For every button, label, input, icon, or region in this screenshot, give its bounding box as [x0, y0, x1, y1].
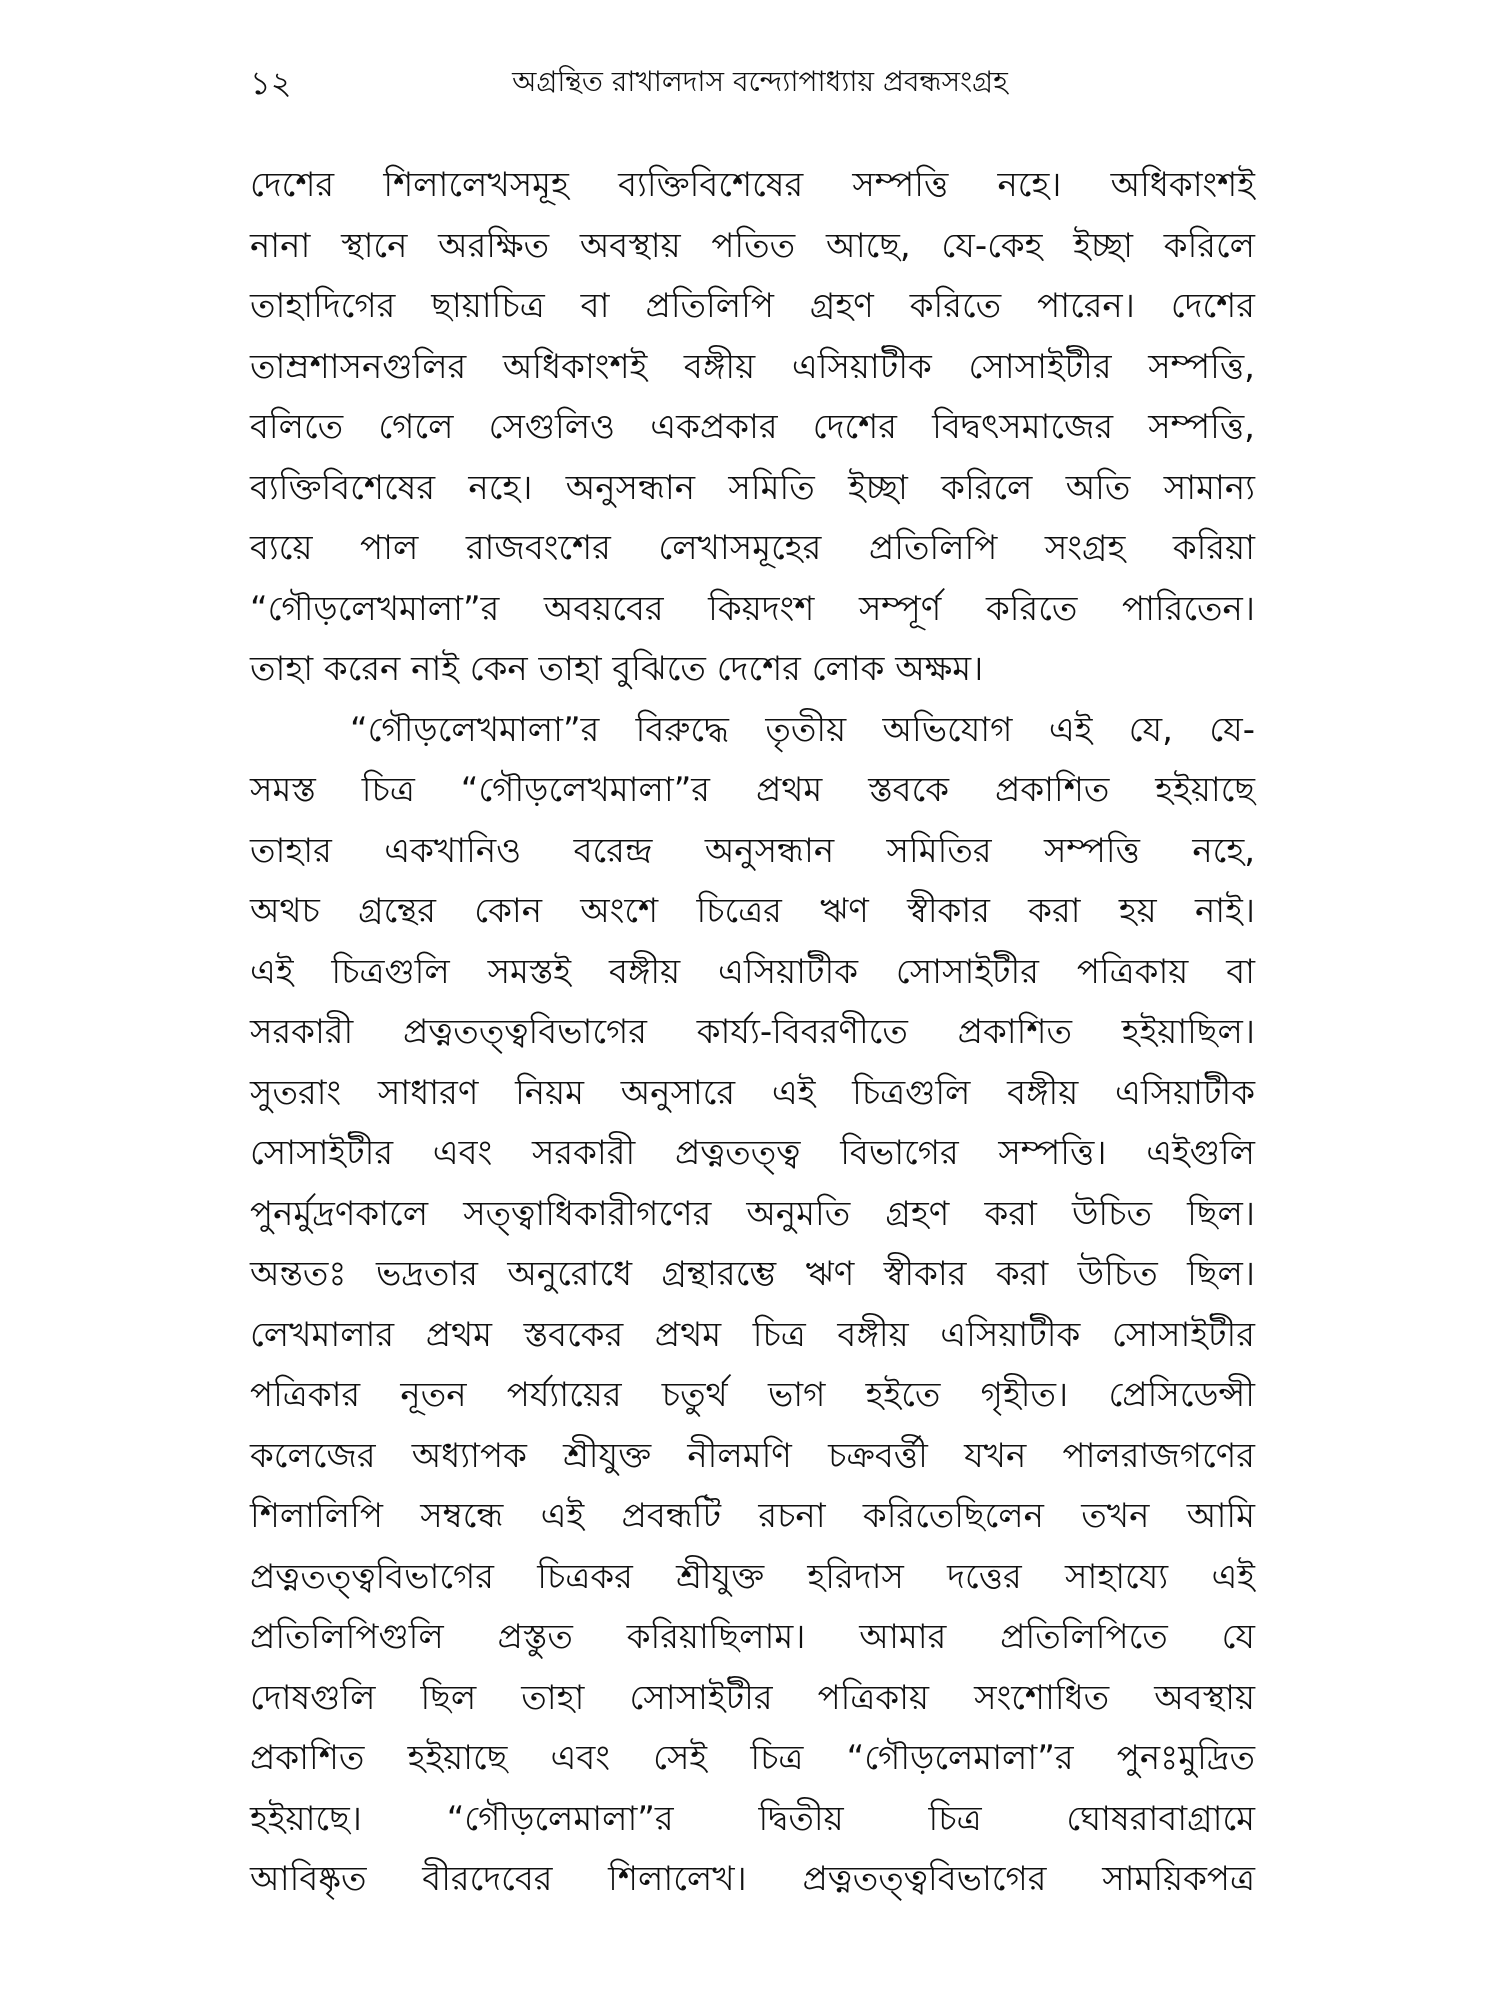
paragraph [250, 700, 1255, 1910]
text-line: পত্রিকার নূতন পর্য্যায়ের চতুর্থ ভাগ হইতে গৃহীত। প্রেসিডেন্সী [250, 1375, 1255, 1415]
text-line: পুনর্মুদ্রণকালে সত্ত্বাধিকারীগণের অনুমতি গ্রহণ করা উচিত ছিল। [250, 1193, 1255, 1234]
text-line: সুতরাং সাধারণ নিয়ম অনুসারে এই চিত্রগুলি বঙ্গীয় এসিয়াটীক [250, 1072, 1255, 1113]
text-line: নানা স্থানে অরক্ষিত অবস্থায় পতিত আছে, যে-কেহ ইচ্ছা করিলে [250, 225, 1255, 266]
text-line: সমস্ত চিত্র “গৌড়লেখমালা”র প্রথম স্তবকে প্রকাশিত হইয়াছে [250, 770, 1255, 810]
body-text [250, 155, 1255, 1910]
text-line: তাহাদিগের ছায়াচিত্র বা প্রতিলিপি গ্রহণ করিতে পারেন। দেশের [250, 286, 1255, 326]
text-line: সোসাইটীর এবং সরকারী প্রত্নতত্ত্ব বিভাগের সম্পত্তি। এইগুলি [250, 1133, 1255, 1173]
text-line: “গৌড়লেখমালা”র বিরুদ্ধে তৃতীয় অভিযোগ এই যে, যে- [350, 709, 1255, 750]
text-line: হইয়াছে। “গৌড়লেমালা”র দ্বিতীয় চিত্র ঘোষরাবাগ্রামে [250, 1798, 1255, 1839]
text-line: প্রতিলিপিগুলি প্রস্তুত করিয়াছিলাম। আমার প্রতিলিপিতে যে [250, 1617, 1255, 1657]
running-title: অগ্রন্থিত রাখালদাস বন্দ্যোপাধ্যায় প্রবন্ধসংগ্রহ [512, 65, 1008, 98]
text-line: কলেজের অধ্যাপক শ্রীযুক্ত নীলমণি চক্রবর্ত্তী যখন পালরাজগণের [250, 1435, 1255, 1476]
text-line: ব্যয়ে পাল রাজবংশের লেখাসমূহের প্রতিলিপি সংগ্রহ করিয়া [250, 528, 1255, 568]
text-line: দেশের শিলালেখসমূহ ব্যক্তিবিশেষের সম্পত্তি নহে। অধিকাংশই [250, 165, 1255, 205]
text-line: লেখমালার প্রথম স্তবকের প্রথম চিত্র বঙ্গীয় এসিয়াটীক সোসাইটীর [250, 1314, 1255, 1355]
text-line: অন্ততঃ ভদ্রতার অনুরোধে গ্রন্থারম্ভে ঋণ স্বীকার করা উচিত ছিল। [250, 1254, 1255, 1294]
paragraph [250, 155, 1255, 700]
text-line: এই চিত্রগুলি সমস্তই বঙ্গীয় এসিয়াটীক সোসাইটীর পত্রিকায় বা [250, 951, 1255, 992]
text-line: আবিষ্কৃত বীরদেবের শিলালেখ। প্রত্নতত্ত্ববিভাগের সাময়িকপত্র [250, 1859, 1255, 1899]
page-number: ১২ [250, 64, 292, 102]
text-line: ব্যক্তিবিশেষের নহে। অনুসন্ধান সমিতি ইচ্ছা করিলে অতি সামান্য [250, 467, 1255, 508]
text-line: “গৌড়লেখমালা”র অবয়বের কিয়দংশ সম্পূর্ণ করিতে পারিতেন। [250, 588, 1255, 629]
text-line: তাহা করেন নাই কেন তাহা বুঝিতে দেশের লোক অক্ষম। [250, 649, 984, 689]
text-line: প্রকাশিত হইয়াছে এবং সেই চিত্র “গৌড়লেমালা”র পুনঃমুদ্রিত [250, 1738, 1255, 1778]
text-line: বলিতে গেলে সেগুলিও একপ্রকার দেশের বিদ্বৎসমাজের সম্পত্তি, [250, 407, 1255, 447]
text-line: তাহার একখানিও বরেন্দ্র অনুসন্ধান সমিতির সম্পত্তি নহে, [250, 830, 1255, 871]
text-line: শিলালিপি সম্বন্ধে এই প্রবন্ধটি রচনা করিতেছিলেন তখন আমি [250, 1496, 1255, 1536]
text-line: সরকারী প্রত্নতত্ত্ববিভাগের কার্য্য-বিবরণীতে প্রকাশিত হইয়াছিল। [250, 1012, 1255, 1052]
text-line: দোষগুলি ছিল তাহা সোসাইটীর পত্রিকায় সংশোধিত অবস্থায় [250, 1677, 1255, 1718]
text-line: তাম্রশাসনগুলির অধিকাংশই বঙ্গীয় এসিয়াটীক সোসাইটীর সম্পত্তি, [250, 346, 1255, 387]
text-line: প্রত্নতত্ত্ববিভাগের চিত্রকর শ্রীযুক্ত হরিদাস দত্তের সাহায্যে এই [250, 1556, 1255, 1597]
text-line: অথচ গ্রন্থের কোন অংশে চিত্রের ঋণ স্বীকার করা হয় নাই। [250, 891, 1255, 931]
